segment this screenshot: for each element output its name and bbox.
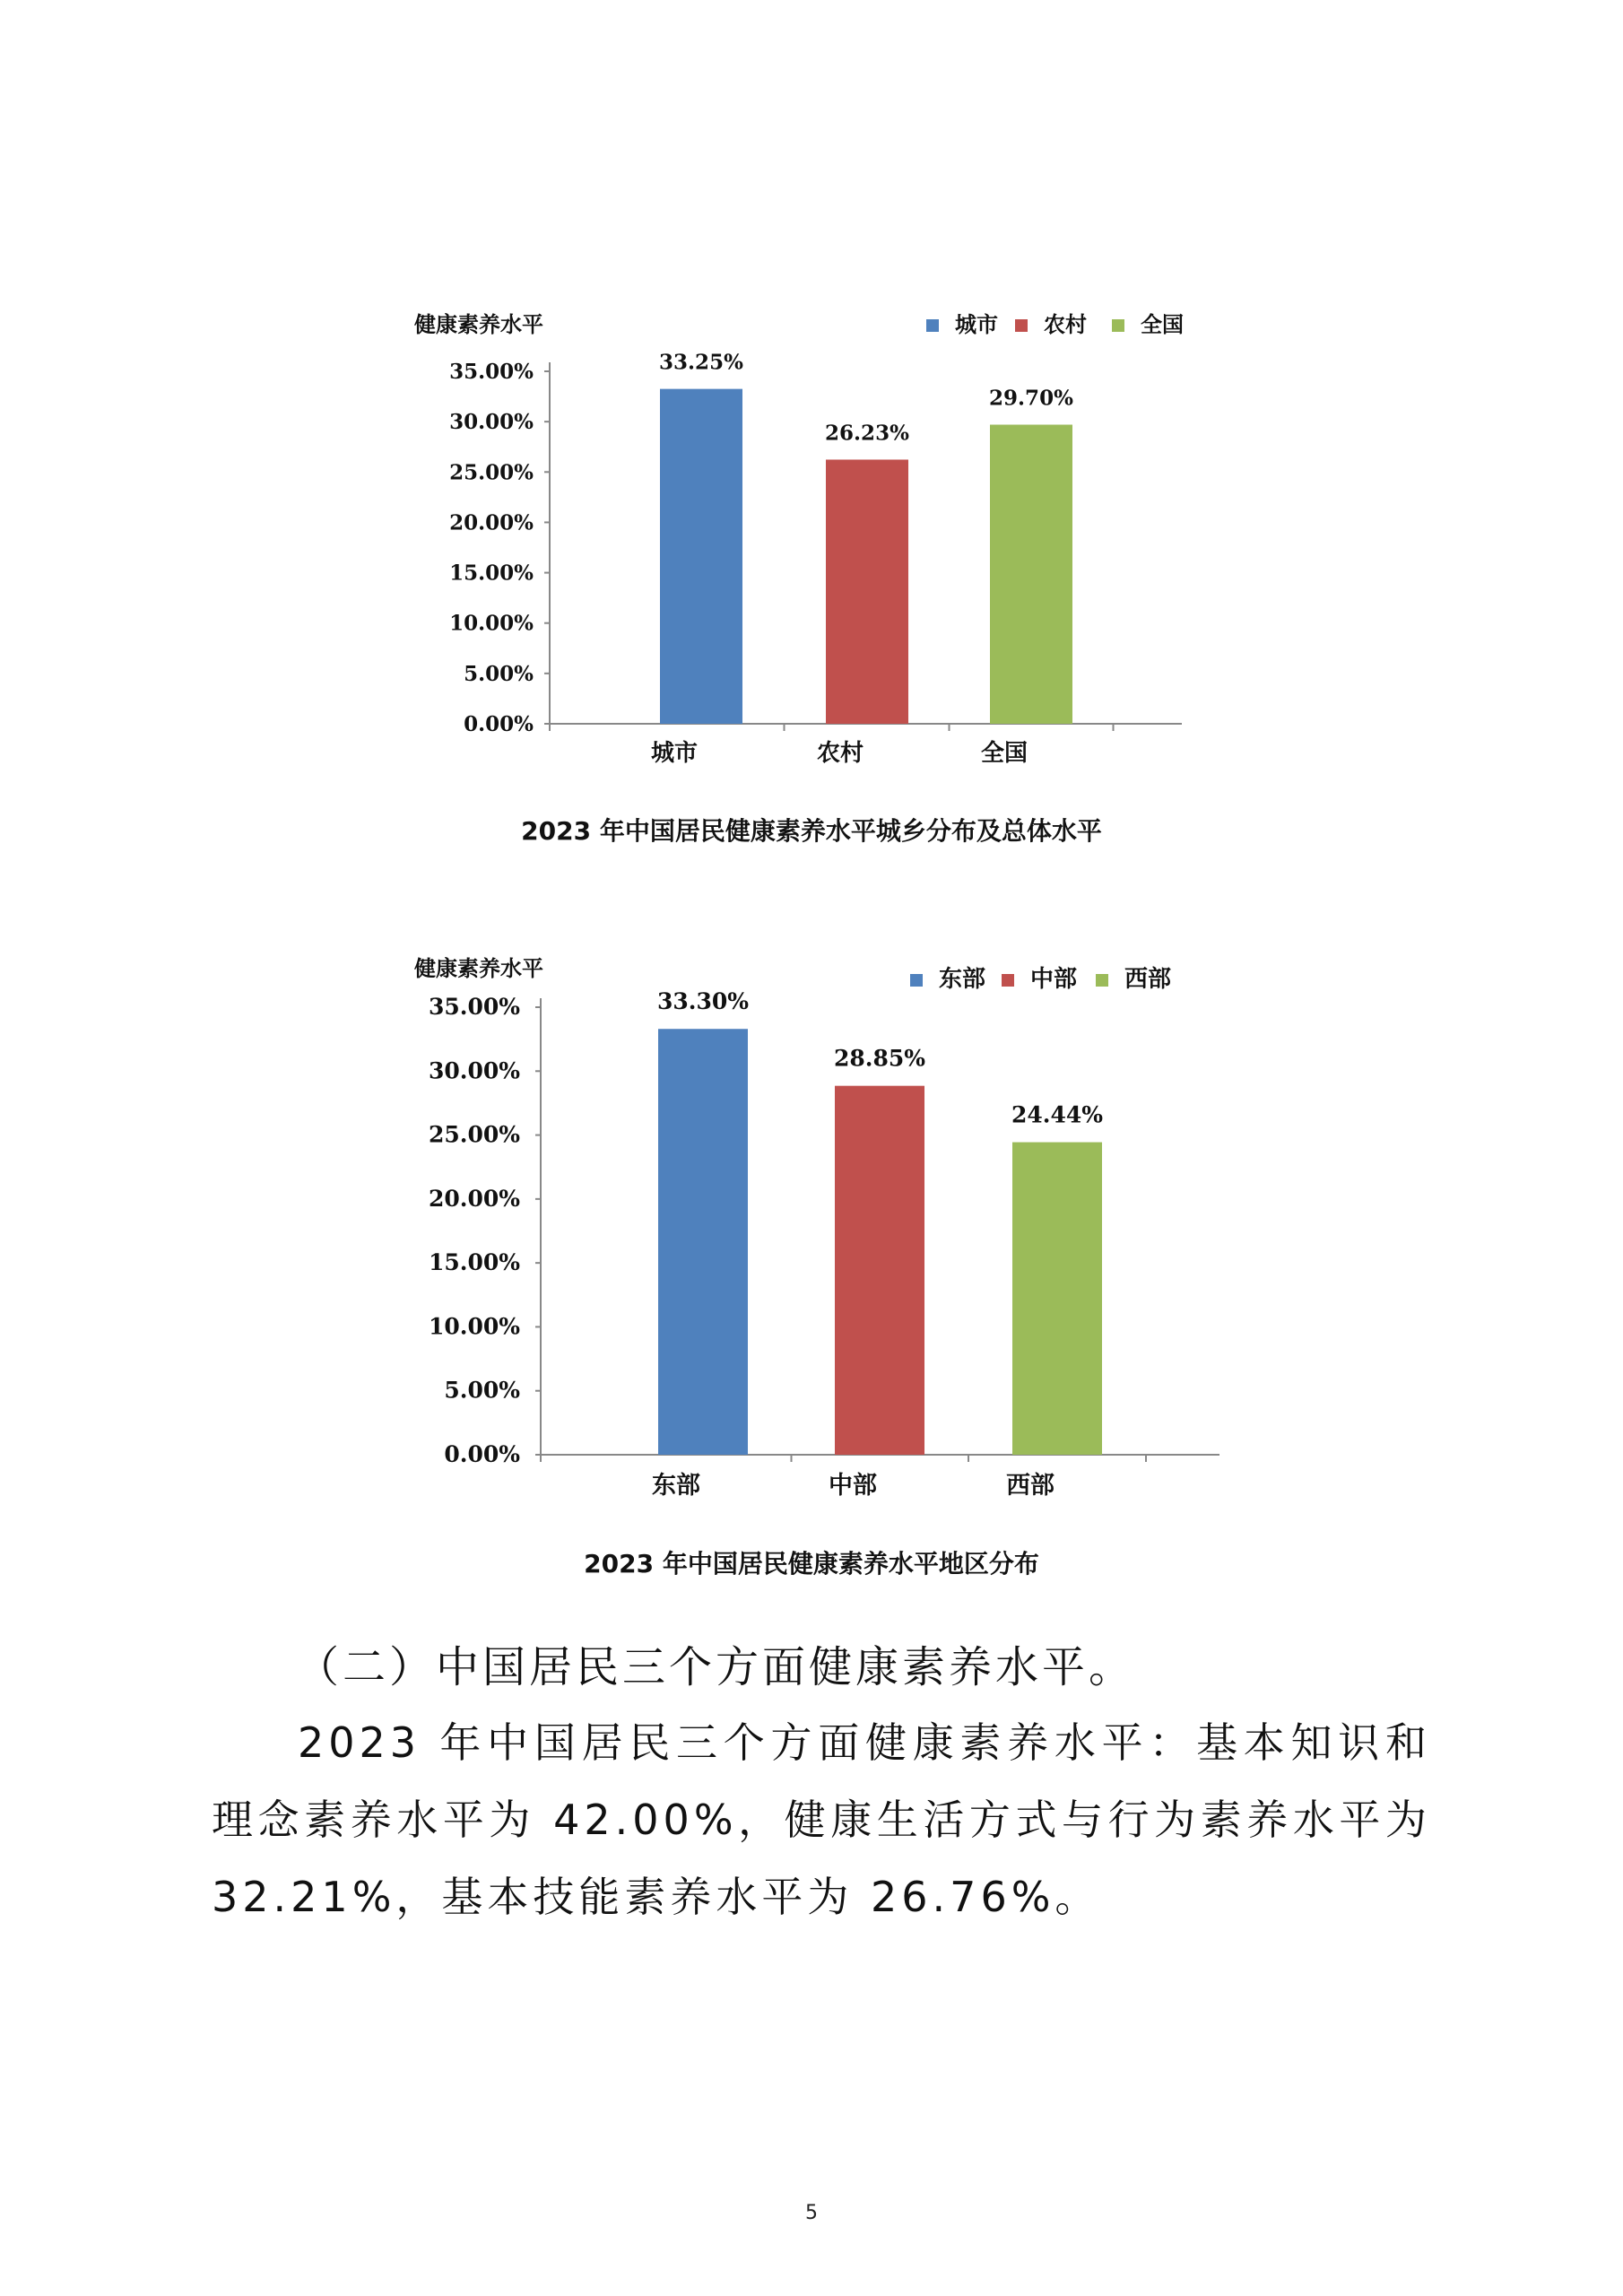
x-category-label: 西部 xyxy=(1006,1472,1055,1500)
y-tick-label: 10.00% xyxy=(428,1313,520,1340)
y-tick-label: 35.00% xyxy=(449,360,534,384)
legend-label: 全国 xyxy=(1141,312,1184,337)
y-tick-label: 20.00% xyxy=(428,1185,520,1212)
bar-value-label: 33.30% xyxy=(656,988,750,1015)
y-axis-title: 健康素养水平 xyxy=(414,956,543,981)
legend-label: 农村 xyxy=(1044,312,1087,337)
legend-label: 中部 xyxy=(1030,966,1078,993)
y-tick-label: 10.00% xyxy=(449,611,534,636)
y-tick-label: 35.00% xyxy=(428,994,520,1020)
y-tick-label: 5.00% xyxy=(464,661,534,686)
bar-value-label: 24.44% xyxy=(1011,1101,1104,1128)
x-category-label: 全国 xyxy=(980,740,1028,767)
legend-swatch xyxy=(1096,974,1108,987)
bar xyxy=(1012,1143,1102,1455)
bar-value-label: 29.70% xyxy=(989,386,1073,411)
x-category-label: 东部 xyxy=(652,1472,700,1500)
legend-swatch xyxy=(910,974,923,987)
y-axis-title: 健康素养水平 xyxy=(414,312,543,337)
bar-value-label: 26.23% xyxy=(825,421,909,446)
legend-swatch xyxy=(1002,974,1014,987)
bar-value-label: 33.25% xyxy=(659,350,743,375)
y-tick-label: 0.00% xyxy=(444,1441,520,1467)
page-number: 5 xyxy=(805,2202,818,2224)
chart-caption-region: 2023 年中国居民健康素养水平地区分布 xyxy=(584,1549,1039,1578)
y-tick-label: 30.00% xyxy=(428,1057,520,1084)
legend-label: 城市 xyxy=(955,312,998,337)
y-tick-label: 30.00% xyxy=(449,410,534,435)
bar xyxy=(658,1029,748,1455)
bar-value-label: 28.85% xyxy=(833,1045,926,1072)
x-category-label: 城市 xyxy=(650,740,699,767)
y-tick-label: 0.00% xyxy=(464,712,534,736)
legend-label: 东部 xyxy=(939,966,986,993)
chart-caption-urban-rural: 2023 年中国居民健康素养水平城乡分布及总体水平 xyxy=(521,816,1102,846)
x-category-label: 农村 xyxy=(816,740,864,767)
y-tick-label: 15.00% xyxy=(428,1249,520,1276)
bar xyxy=(835,1086,924,1455)
y-tick-label: 5.00% xyxy=(444,1377,520,1404)
section-heading: （二）中国居民三个方面健康素养水平。 xyxy=(296,1642,1136,1692)
y-tick-label: 20.00% xyxy=(449,510,534,535)
y-tick-label: 15.00% xyxy=(449,561,534,586)
y-tick-label: 25.00% xyxy=(428,1121,520,1148)
legend-label: 西部 xyxy=(1124,966,1172,993)
body-paragraph: 2023 年中国居民三个方面健康素养水平：基本知识和理念素养水平为 42.00%，健康生活方式与行为素养水平为 32.21%，基本技能素养水平为 26.76%。 xyxy=(212,1718,1431,1921)
y-tick-label: 25.00% xyxy=(449,460,534,485)
x-category-label: 中部 xyxy=(829,1472,877,1500)
